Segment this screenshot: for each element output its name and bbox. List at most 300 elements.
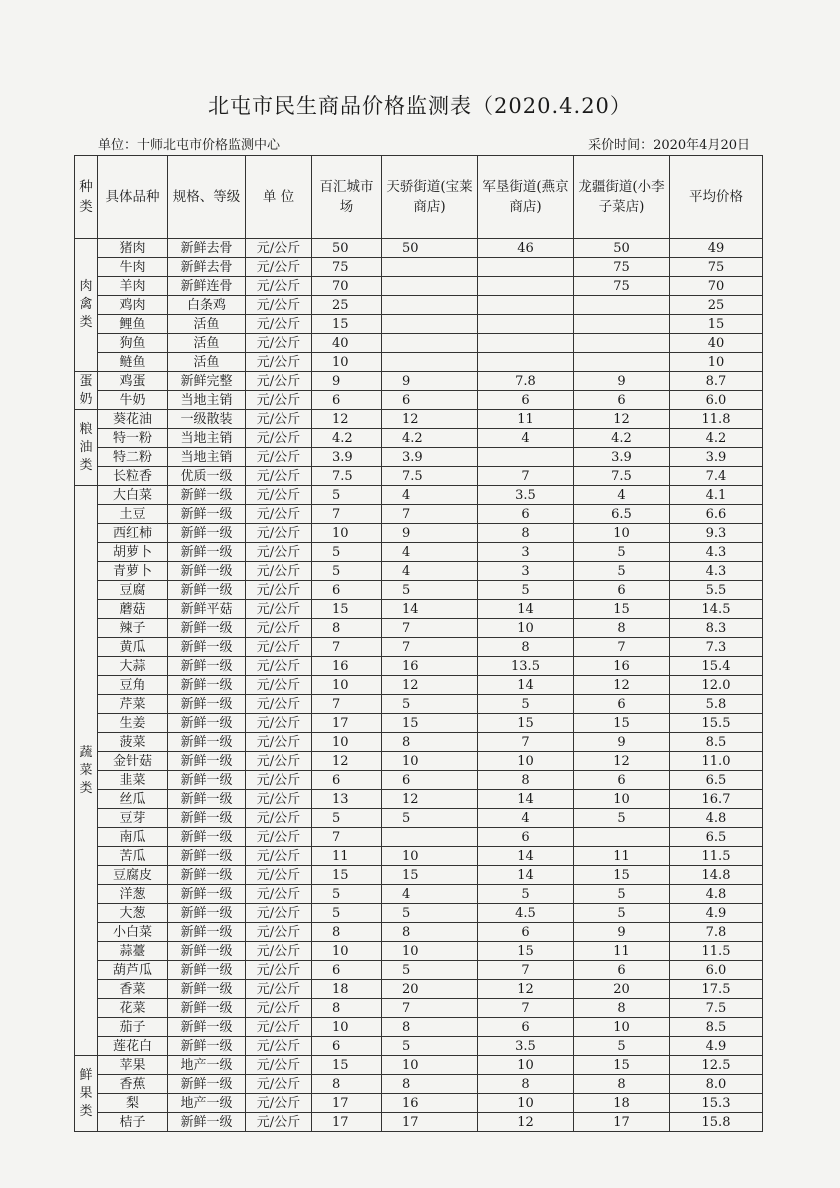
table-cell: 辣子 bbox=[98, 619, 168, 638]
table-cell: 10 bbox=[670, 353, 763, 372]
table-cell: 40 bbox=[312, 334, 382, 353]
table-cell: 16.7 bbox=[670, 790, 763, 809]
table-cell: 新鲜一级 bbox=[168, 923, 246, 942]
table-cell: 葵花油 bbox=[98, 410, 168, 429]
table-cell: 桔子 bbox=[98, 1113, 168, 1132]
table-cell: 7 bbox=[382, 638, 478, 657]
table-cell: 6 bbox=[574, 771, 670, 790]
table-cell bbox=[478, 334, 574, 353]
table-cell: 3.5 bbox=[478, 1037, 574, 1056]
table-cell: 9 bbox=[382, 524, 478, 543]
table-cell: 6 bbox=[312, 391, 382, 410]
table-cell bbox=[478, 277, 574, 296]
table-cell: 20 bbox=[382, 980, 478, 999]
table-cell: 15 bbox=[574, 866, 670, 885]
table-cell: 元/公斤 bbox=[246, 695, 312, 714]
table-cell: 4 bbox=[478, 809, 574, 828]
table-cell: 新鲜一级 bbox=[168, 904, 246, 923]
table-cell: 元/公斤 bbox=[246, 1113, 312, 1132]
table-cell: 10 bbox=[312, 524, 382, 543]
table-cell: 15 bbox=[478, 714, 574, 733]
table-cell: 3 bbox=[478, 543, 574, 562]
table-cell: 元/公斤 bbox=[246, 752, 312, 771]
table-row bbox=[75, 1018, 763, 1037]
table-cell: 新鲜一级 bbox=[168, 771, 246, 790]
table-cell: 元/公斤 bbox=[246, 296, 312, 315]
table-row bbox=[75, 714, 763, 733]
table-cell: 10 bbox=[312, 942, 382, 961]
table-cell: 鲤鱼 bbox=[98, 315, 168, 334]
table-row bbox=[75, 638, 763, 657]
table-row bbox=[75, 372, 763, 391]
table-cell: 元/公斤 bbox=[246, 600, 312, 619]
table-cell bbox=[574, 828, 670, 847]
table-cell: 18 bbox=[312, 980, 382, 999]
page-title: 北屯市民生商品价格监测表（2020.4.20） bbox=[208, 94, 632, 118]
table-cell: 8 bbox=[382, 1018, 478, 1037]
table-cell: 元/公斤 bbox=[246, 429, 312, 448]
table-cell: 7 bbox=[382, 505, 478, 524]
table-cell: 16 bbox=[574, 657, 670, 676]
time-line: 采价时间：2020年4月20日 bbox=[588, 138, 750, 153]
table-cell: 6 bbox=[478, 1018, 574, 1037]
table-cell: 10 bbox=[478, 1094, 574, 1113]
table-cell: 11.8 bbox=[670, 410, 763, 429]
table-row bbox=[75, 448, 763, 467]
table-cell: 元/公斤 bbox=[246, 239, 312, 258]
header-cell: 龙疆街道(小李子菜店) bbox=[574, 156, 670, 239]
table-cell: 10 bbox=[382, 942, 478, 961]
table-row bbox=[75, 1056, 763, 1075]
table-cell: 15 bbox=[382, 866, 478, 885]
table-cell: 地产一级 bbox=[168, 1056, 246, 1075]
table-cell: 元/公斤 bbox=[246, 372, 312, 391]
table-cell: 新鲜一级 bbox=[168, 866, 246, 885]
table-cell: 新鲜一级 bbox=[168, 657, 246, 676]
table-cell: 6 bbox=[312, 581, 382, 600]
table-cell: 10 bbox=[382, 1056, 478, 1075]
table-cell: 莲花白 bbox=[98, 1037, 168, 1056]
table-row bbox=[75, 353, 763, 372]
table-cell bbox=[382, 296, 478, 315]
table-cell: 9.3 bbox=[670, 524, 763, 543]
table-cell: 14.8 bbox=[670, 866, 763, 885]
table-row bbox=[75, 847, 763, 866]
table-cell: 5 bbox=[382, 581, 478, 600]
table-cell: 8 bbox=[312, 999, 382, 1018]
table-row bbox=[75, 1075, 763, 1094]
table-cell: 大葱 bbox=[98, 904, 168, 923]
table-cell: 17.5 bbox=[670, 980, 763, 999]
table-cell: 猪肉 bbox=[98, 239, 168, 258]
table-row bbox=[75, 600, 763, 619]
table-cell: 元/公斤 bbox=[246, 657, 312, 676]
table-cell: 新鲜完整 bbox=[168, 372, 246, 391]
table-cell: 元/公斤 bbox=[246, 638, 312, 657]
table-cell: 75 bbox=[574, 277, 670, 296]
table-cell: 元/公斤 bbox=[246, 809, 312, 828]
table-cell: 5 bbox=[574, 543, 670, 562]
table-cell: 5.8 bbox=[670, 695, 763, 714]
table-cell: 新鲜一级 bbox=[168, 1037, 246, 1056]
table-cell: 蘑菇 bbox=[98, 600, 168, 619]
table-cell: 新鲜连骨 bbox=[168, 277, 246, 296]
table-cell: 5 bbox=[312, 562, 382, 581]
table-cell: 12.0 bbox=[670, 676, 763, 695]
table-cell: 新鲜去骨 bbox=[168, 239, 246, 258]
table-cell: 9 bbox=[574, 733, 670, 752]
header-cell: 具体品种 bbox=[98, 156, 168, 239]
table-row bbox=[75, 866, 763, 885]
table-cell: 元/公斤 bbox=[246, 942, 312, 961]
table-cell: 12 bbox=[312, 752, 382, 771]
table-cell: 8.5 bbox=[670, 733, 763, 752]
table-cell: 10 bbox=[312, 1018, 382, 1037]
table-cell: 5 bbox=[382, 809, 478, 828]
table-cell: 新鲜一级 bbox=[168, 961, 246, 980]
table-cell: 新鲜一级 bbox=[168, 638, 246, 657]
table-row bbox=[75, 828, 763, 847]
table-cell: 14 bbox=[478, 676, 574, 695]
table-row bbox=[75, 752, 763, 771]
table-cell: 新鲜一级 bbox=[168, 942, 246, 961]
table-cell: 新鲜一级 bbox=[168, 752, 246, 771]
table-cell: 5 bbox=[574, 562, 670, 581]
table-cell: 6.5 bbox=[670, 828, 763, 847]
table-cell: 12 bbox=[574, 410, 670, 429]
table-cell: 7 bbox=[382, 999, 478, 1018]
table-cell: 10 bbox=[574, 1018, 670, 1037]
table-cell: 5 bbox=[382, 1037, 478, 1056]
table-cell: 8 bbox=[574, 999, 670, 1018]
table-cell: 苦瓜 bbox=[98, 847, 168, 866]
table-cell: 牛肉 bbox=[98, 258, 168, 277]
table-cell: 7 bbox=[478, 467, 574, 486]
table-cell: 10 bbox=[478, 752, 574, 771]
header-row bbox=[75, 156, 763, 239]
header-cell: 军垦街道(燕京商店) bbox=[478, 156, 574, 239]
table-cell: 7.3 bbox=[670, 638, 763, 657]
table-cell: 5 bbox=[312, 486, 382, 505]
table-cell: 元/公斤 bbox=[246, 1037, 312, 1056]
table-cell: 鲢鱼 bbox=[98, 353, 168, 372]
table-cell: 当地主销 bbox=[168, 391, 246, 410]
table-row bbox=[75, 923, 763, 942]
table-cell: 新鲜一级 bbox=[168, 676, 246, 695]
table-cell bbox=[478, 353, 574, 372]
table-row bbox=[75, 239, 763, 258]
table-cell: 7.4 bbox=[670, 467, 763, 486]
table-cell: 15.8 bbox=[670, 1113, 763, 1132]
table-cell: 狗鱼 bbox=[98, 334, 168, 353]
table-cell: 青萝卜 bbox=[98, 562, 168, 581]
table-cell: 元/公斤 bbox=[246, 277, 312, 296]
table-cell bbox=[574, 334, 670, 353]
table-row bbox=[75, 467, 763, 486]
table-cell: 元/公斤 bbox=[246, 410, 312, 429]
table-cell: 新鲜一级 bbox=[168, 486, 246, 505]
table-row bbox=[75, 277, 763, 296]
table-cell: 菠菜 bbox=[98, 733, 168, 752]
table-cell: 8 bbox=[574, 1075, 670, 1094]
table-cell: 8.5 bbox=[670, 1018, 763, 1037]
table-cell: 土豆 bbox=[98, 505, 168, 524]
table-cell bbox=[478, 296, 574, 315]
table-cell: 元/公斤 bbox=[246, 961, 312, 980]
table-cell bbox=[478, 448, 574, 467]
table-cell: 15 bbox=[478, 942, 574, 961]
table-cell: 芹菜 bbox=[98, 695, 168, 714]
table-row bbox=[75, 1037, 763, 1056]
table-cell: 16 bbox=[382, 657, 478, 676]
table-cell: 8 bbox=[478, 524, 574, 543]
table-cell: 7 bbox=[478, 999, 574, 1018]
table-cell: 4.3 bbox=[670, 543, 763, 562]
table-cell: 3.9 bbox=[382, 448, 478, 467]
table-cell: 活鱼 bbox=[168, 315, 246, 334]
table-cell: 6 bbox=[574, 581, 670, 600]
table-cell: 元/公斤 bbox=[246, 505, 312, 524]
price-table bbox=[74, 155, 763, 1132]
table-row bbox=[75, 581, 763, 600]
table-cell: 5.5 bbox=[670, 581, 763, 600]
table-cell: 4.5 bbox=[478, 904, 574, 923]
table-cell: 当地主销 bbox=[168, 429, 246, 448]
table-cell: 10 bbox=[312, 733, 382, 752]
table-cell: 元/公斤 bbox=[246, 714, 312, 733]
table-cell: 8 bbox=[312, 619, 382, 638]
category-cell: 蔬菜类 bbox=[75, 486, 98, 1056]
table-cell: 6 bbox=[382, 391, 478, 410]
table-cell: 鸡肉 bbox=[98, 296, 168, 315]
table-cell: 3.9 bbox=[670, 448, 763, 467]
table-cell: 新鲜一级 bbox=[168, 581, 246, 600]
table-cell: 14 bbox=[478, 790, 574, 809]
table-cell: 新鲜一级 bbox=[168, 828, 246, 847]
table-cell: 4.3 bbox=[670, 562, 763, 581]
table-cell: 元/公斤 bbox=[246, 353, 312, 372]
table-cell: 花菜 bbox=[98, 999, 168, 1018]
table-cell: 元/公斤 bbox=[246, 258, 312, 277]
table-cell: 70 bbox=[670, 277, 763, 296]
table-cell: 18 bbox=[574, 1094, 670, 1113]
table-cell: 9 bbox=[312, 372, 382, 391]
table-cell: 8.3 bbox=[670, 619, 763, 638]
table-cell: 3.9 bbox=[312, 448, 382, 467]
table-cell: 15 bbox=[312, 600, 382, 619]
table-cell bbox=[382, 828, 478, 847]
table-cell: 5 bbox=[312, 885, 382, 904]
table-cell: 13.5 bbox=[478, 657, 574, 676]
table-cell: 新鲜一级 bbox=[168, 790, 246, 809]
table-cell: 5 bbox=[312, 904, 382, 923]
table-cell: 12 bbox=[478, 980, 574, 999]
table-cell: 元/公斤 bbox=[246, 733, 312, 752]
table-cell: 12 bbox=[382, 676, 478, 695]
table-cell: 6 bbox=[478, 828, 574, 847]
table-cell: 7 bbox=[478, 733, 574, 752]
table-cell: 4 bbox=[574, 486, 670, 505]
table-cell: 新鲜一级 bbox=[168, 809, 246, 828]
table-cell: 5 bbox=[478, 581, 574, 600]
table-cell: 元/公斤 bbox=[246, 904, 312, 923]
table-cell: 11 bbox=[312, 847, 382, 866]
table-cell: 香菜 bbox=[98, 980, 168, 999]
table-cell: 14 bbox=[478, 847, 574, 866]
table-row bbox=[75, 771, 763, 790]
table-cell: 9 bbox=[382, 372, 478, 391]
table-cell: 12 bbox=[312, 410, 382, 429]
table-cell: 14 bbox=[382, 600, 478, 619]
table-cell: 46 bbox=[478, 239, 574, 258]
table-cell: 8 bbox=[382, 733, 478, 752]
table-cell: 11 bbox=[574, 847, 670, 866]
table-row bbox=[75, 1113, 763, 1132]
table-cell: 50 bbox=[312, 239, 382, 258]
table-cell: 地产一级 bbox=[168, 1094, 246, 1113]
table-cell: 4 bbox=[382, 486, 478, 505]
table-cell: 元/公斤 bbox=[246, 1094, 312, 1113]
table-cell: 元/公斤 bbox=[246, 1075, 312, 1094]
table-row bbox=[75, 657, 763, 676]
table-cell: 元/公斤 bbox=[246, 790, 312, 809]
table-cell: 5 bbox=[382, 904, 478, 923]
table-cell: 15.4 bbox=[670, 657, 763, 676]
table-cell: 17 bbox=[574, 1113, 670, 1132]
table-row bbox=[75, 486, 763, 505]
table-cell: 新鲜一级 bbox=[168, 1113, 246, 1132]
table-cell: 10 bbox=[382, 847, 478, 866]
table-cell: 元/公斤 bbox=[246, 771, 312, 790]
table-cell: 元/公斤 bbox=[246, 467, 312, 486]
table-cell: 活鱼 bbox=[168, 334, 246, 353]
table-cell: 8 bbox=[478, 1075, 574, 1094]
table-cell: 7.8 bbox=[670, 923, 763, 942]
table-row bbox=[75, 410, 763, 429]
table-cell: 元/公斤 bbox=[246, 1018, 312, 1037]
table-cell: 15 bbox=[574, 600, 670, 619]
table-cell: 优质一级 bbox=[168, 467, 246, 486]
table-cell: 新鲜一级 bbox=[168, 999, 246, 1018]
table-cell: 5 bbox=[478, 695, 574, 714]
table-cell: 新鲜去骨 bbox=[168, 258, 246, 277]
table-cell: 8 bbox=[382, 1075, 478, 1094]
table-cell: 4 bbox=[382, 562, 478, 581]
table-cell: 7 bbox=[312, 695, 382, 714]
table-cell: 6 bbox=[312, 771, 382, 790]
table-cell: 11 bbox=[478, 410, 574, 429]
table-cell: 4 bbox=[382, 885, 478, 904]
table-cell: 梨 bbox=[98, 1094, 168, 1113]
category-cell: 蛋奶 bbox=[75, 372, 98, 410]
table-cell: 50 bbox=[382, 239, 478, 258]
table-cell: 特二粉 bbox=[98, 448, 168, 467]
table-cell: 25 bbox=[670, 296, 763, 315]
table-cell: 新鲜一级 bbox=[168, 619, 246, 638]
table-row bbox=[75, 505, 763, 524]
table-cell: 苹果 bbox=[98, 1056, 168, 1075]
table-cell: 8 bbox=[478, 638, 574, 657]
table-cell: 75 bbox=[574, 258, 670, 277]
table-cell: 4.8 bbox=[670, 885, 763, 904]
table-cell: 金针菇 bbox=[98, 752, 168, 771]
table-cell: 12 bbox=[574, 752, 670, 771]
table-cell bbox=[574, 315, 670, 334]
table-cell: 元/公斤 bbox=[246, 676, 312, 695]
table-cell: 5 bbox=[312, 809, 382, 828]
table-cell: 6 bbox=[478, 391, 574, 410]
table-cell: 7.5 bbox=[670, 999, 763, 1018]
table-cell: 元/公斤 bbox=[246, 923, 312, 942]
table-row bbox=[75, 562, 763, 581]
table-cell: 小白菜 bbox=[98, 923, 168, 942]
table-cell: 元/公斤 bbox=[246, 847, 312, 866]
table-cell: 15 bbox=[382, 714, 478, 733]
table-cell bbox=[382, 334, 478, 353]
table-cell: 5 bbox=[574, 1037, 670, 1056]
table-cell: 15.3 bbox=[670, 1094, 763, 1113]
table-row bbox=[75, 961, 763, 980]
table-cell: 元/公斤 bbox=[246, 448, 312, 467]
table-cell: 3 bbox=[478, 562, 574, 581]
table-row bbox=[75, 315, 763, 334]
table-cell: 8.0 bbox=[670, 1075, 763, 1094]
table-cell: 5 bbox=[382, 695, 478, 714]
table-cell: 新鲜一级 bbox=[168, 524, 246, 543]
table-cell: 羊肉 bbox=[98, 277, 168, 296]
table-cell: 4 bbox=[382, 543, 478, 562]
table-cell: 16 bbox=[312, 657, 382, 676]
table-cell: 新鲜一级 bbox=[168, 980, 246, 999]
table-cell: 元/公斤 bbox=[246, 543, 312, 562]
table-cell: 70 bbox=[312, 277, 382, 296]
table-cell: 17 bbox=[312, 1113, 382, 1132]
table-cell: 新鲜一级 bbox=[168, 847, 246, 866]
unit-line: 单位：十师北屯市价格监测中心 bbox=[98, 138, 281, 153]
table-cell: 75 bbox=[312, 258, 382, 277]
table-cell: 5 bbox=[574, 885, 670, 904]
table-cell: 6.5 bbox=[670, 771, 763, 790]
table-row bbox=[75, 809, 763, 828]
table-cell: 元/公斤 bbox=[246, 524, 312, 543]
table-cell: 6.6 bbox=[670, 505, 763, 524]
table-cell: 4.2 bbox=[574, 429, 670, 448]
table-cell: 元/公斤 bbox=[246, 619, 312, 638]
table-cell: 9 bbox=[574, 372, 670, 391]
table-cell: 11.5 bbox=[670, 847, 763, 866]
table-cell: 元/公斤 bbox=[246, 866, 312, 885]
table-cell: 6 bbox=[574, 961, 670, 980]
table-cell: 9 bbox=[574, 923, 670, 942]
table-cell: 生姜 bbox=[98, 714, 168, 733]
category-cell: 粮油类 bbox=[75, 410, 98, 486]
table-cell: 20 bbox=[574, 980, 670, 999]
table-cell: 6 bbox=[574, 695, 670, 714]
table-cell: 6.5 bbox=[574, 505, 670, 524]
table-cell: 元/公斤 bbox=[246, 1056, 312, 1075]
table-cell: 4.8 bbox=[670, 809, 763, 828]
table-cell: 6 bbox=[574, 391, 670, 410]
table-cell: 大白菜 bbox=[98, 486, 168, 505]
table-row bbox=[75, 296, 763, 315]
header-cell: 百汇城市场 bbox=[312, 156, 382, 239]
table-cell: 8 bbox=[478, 771, 574, 790]
table-cell: 鸡蛋 bbox=[98, 372, 168, 391]
table-cell: 韭菜 bbox=[98, 771, 168, 790]
table-cell: 6 bbox=[382, 771, 478, 790]
category-cell: 鲜果类 bbox=[75, 1056, 98, 1132]
header-cell: 种类 bbox=[75, 156, 98, 239]
